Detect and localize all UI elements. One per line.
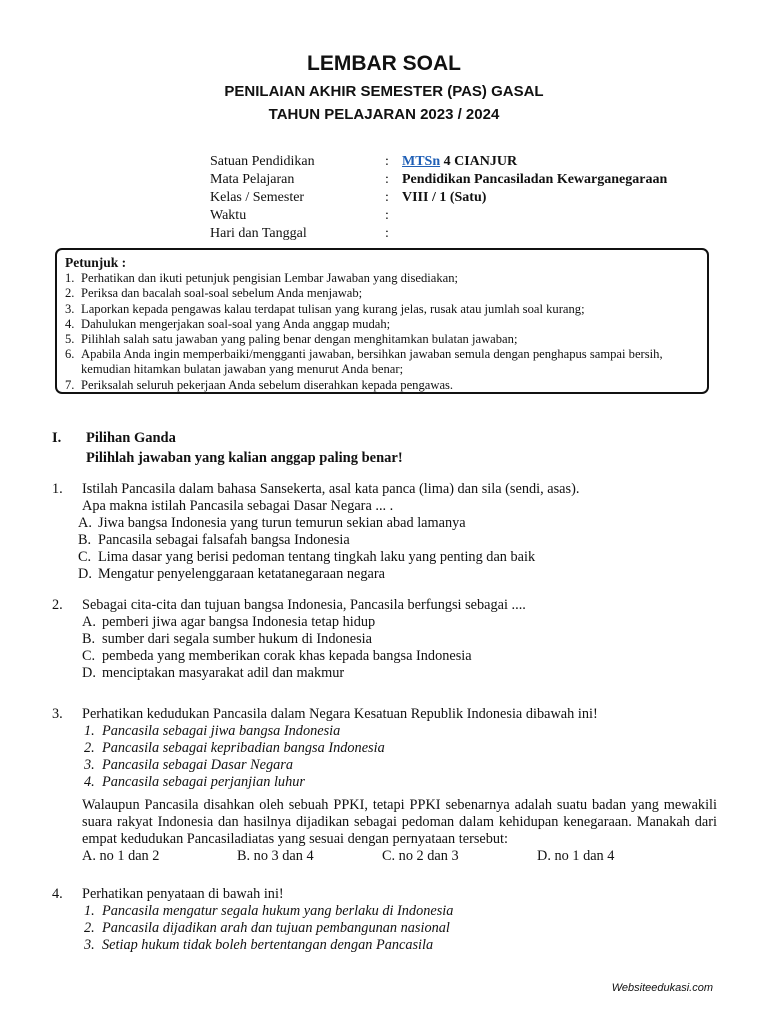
school-name: 4 CIANJUR [440,154,518,169]
answer-option-c[interactable]: C. no 2 dan 3 [382,848,459,864]
info-value: VIII / 1 (Satu) [402,190,487,205]
question-text: Perhatikan kedudukan Pancasila dalam Negara Kesatuan Republik Indonesia dibawah ini! [82,706,598,722]
answer-option-b[interactable]: B. no 3 dan 4 [237,848,314,864]
question-text: Perhatikan penyataan di bawah ini! [82,886,284,902]
answer-option-d[interactable]: D. menciptakan masyarakat adil dan makmur [82,665,345,681]
section-number: I. [52,430,62,446]
answer-option-a[interactable]: A. pemberi jiwa agar bangsa Indonesia tetap hidup [82,614,376,630]
info-colon: : [385,208,389,223]
statement-item: 3. Pancasila sebagai Dasar Negara [84,757,294,773]
info-row-class [210,189,667,207]
info-value: Pendidikan Pancasiladan Kewarganegaraan [402,172,668,187]
info-row-subject [210,171,667,189]
question-number: 4. [52,886,63,902]
info-value [402,153,517,171]
statement-item: 1. Pancasila sebagai jiwa bangsa Indonesia [84,723,341,739]
question-1 [52,481,717,583]
answer-option-b[interactable]: B. sumber dari segala sumber hukum di Indonesia [82,631,372,647]
info-colon: : [385,226,389,241]
info-label: Mata Pelajaran [210,172,295,187]
instruction-item: 6. Apabila Anda ingin memperbaiki/mengganti jawaban, bersihkan jawaban semula dengan penghapus sampai bersih, kemudian hitamkan bulatan jawaban yang menurut Anda benar; [65,347,663,377]
statement-item: 1. Pancasila mengatur segala hukum yang berlaku di Indonesia [84,903,454,919]
footer-watermark: Websiteedukasi.com [611,982,713,994]
page-title: LEMBAR SOAL [307,52,461,75]
statement-item: 3. Setiap hukum tidak boleh bertentangan dengan Pancasila [84,937,434,953]
info-label: Satuan Pendidikan [210,154,315,169]
info-colon: : [385,190,389,205]
answer-option-c[interactable]: C. pembeda yang memberikan corak khas kepada bangsa Indonesia [82,648,472,664]
answer-option-d[interactable]: D. no 1 dan 4 [537,848,615,864]
info-colon: : [385,154,389,169]
section-title: Pilihan Ganda [86,430,176,446]
section-header [52,428,403,468]
instruction-item: 7. Periksalah seluruh pekerjaan Anda sebelum diserahkan kepada pengawas. [65,377,454,392]
section-instruction: Pilihlah jawaban yang kalian anggap paling benar! [86,450,403,466]
instruction-item: 3. Laporkan kepada pengawas kalau terdapat tulisan yang kurang jelas, rusak atau jumlah soal kurang; [65,301,585,316]
info-row-time [210,207,667,225]
question-number: 1. [52,481,63,497]
instructions-box [55,248,709,394]
school-link[interactable]: MTSn [402,154,441,169]
question-text: Apa makna istilah Pancasila sebagai Dasar Negara ... . [82,498,394,514]
instruction-item: 4. Dahulukan mengerjakan soal-soal yang Anda anggap mudah; [65,316,391,331]
answer-option-c[interactable]: C. Lima dasar yang berisi pedoman tentang tingkah laku yang penting dan baik [78,549,536,565]
info-label: Hari dan Tanggal [210,226,307,241]
answer-option-b[interactable]: B. Pancasila sebagai falsafah bangsa Indonesia [78,532,350,548]
instructions-title: Petunjuk : [65,255,127,270]
question-text: Sebagai cita-cita dan tujuan bangsa Indonesia, Pancasila berfungsi sebagai .... [82,597,526,613]
question-2 [52,597,717,682]
instruction-item: 5. Pilihlah salah satu jawaban yang paling benar dengan menghitamkan bulatan jawaban; [65,332,518,347]
answer-option-d[interactable]: D. Mengatur penyelenggaraan ketatanegaraan negara [78,566,385,582]
info-label: Kelas / Semester [210,190,305,205]
info-row-school [210,153,667,171]
answer-option-a[interactable]: A. no 1 dan 2 [82,848,160,864]
question-number: 2. [52,597,63,613]
answer-option-a[interactable]: A. Jiwa bangsa Indonesia yang turun temurun sekian abad lamanya [78,515,466,531]
exam-subtitle: PENILAIAN AKHIR SEMESTER (PAS) GASAL [224,83,544,100]
instruction-item: 2. Periksa dan bacalah soal-soal sebelum Anda menjawab; [65,286,363,301]
academic-year: TAHUN PELAJARAN 2023 / 2024 [268,106,500,123]
info-label: Waktu [210,208,247,223]
exam-info-table [210,153,667,243]
question-4 [52,886,717,954]
question-3 [52,706,717,865]
instruction-item: 1. Perhatikan dan ikuti petunjuk pengisian Lembar Jawaban yang disediakan; [65,271,459,286]
question-paragraph: Walaupun Pancasila disahkan oleh sebuah PPKI, tetapi PPKI sebenarnya adalah suatu badan yang mewakili suara rakyat Indonesia dan hasilnya dijadikan sebagai pedoman dalam kehidupan kenegaraan. Manakah dari empat kedudukan Pancasiladiatas yang sesuai dengan pernyataan tersebut: [82,797,717,847]
question-text: Istilah Pancasila dalam bahasa Sansekerta, asal kata panca (lima) dan sila (sendi, asas). [82,481,580,497]
statement-item: 4. Pancasila sebagai perjanjian luhur [84,774,305,790]
question-number: 3. [52,706,63,722]
info-row-date [210,225,667,243]
statement-item: 2. Pancasila sebagai kepribadian bangsa Indonesia [84,740,385,756]
statement-item: 2. Pancasila dijadikan arah dan tujuan pembangunan nasional [84,920,450,936]
info-colon: : [385,172,389,187]
